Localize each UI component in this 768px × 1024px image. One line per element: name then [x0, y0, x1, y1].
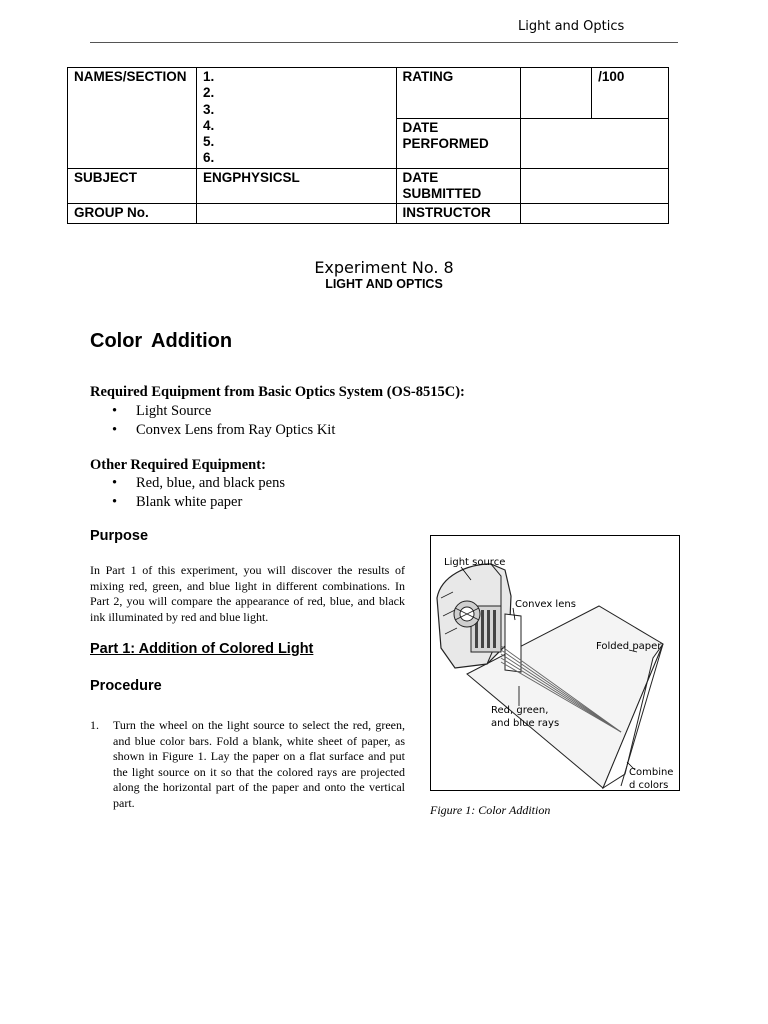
date-submitted-value-cell — [521, 168, 669, 204]
list-item — [112, 402, 335, 421]
bullet-icon: • — [112, 403, 118, 419]
date-performed-label-1: DATE — [402, 119, 439, 135]
figure-caption: Figure 1: Color Addition — [430, 803, 551, 817]
bullet-icon: • — [112, 475, 118, 491]
purpose-heading: Purpose — [90, 528, 149, 544]
instructor-value-cell — [521, 204, 669, 223]
rating-label-cell — [396, 68, 521, 119]
experiment-subtitle: LIGHT AND OPTICS — [325, 277, 443, 291]
header-divider — [90, 42, 678, 43]
group-label: GROUP No. — [74, 205, 149, 221]
rating-input-cell — [521, 68, 592, 119]
experiment-title: Experiment No. 8 — [314, 258, 454, 277]
step-text: Turn the wheel on the light source to select the red, green, and blue color bars. Fold a blank, white sheet of paper, as shown in Figure 1. Lay the paper on a flat surface and put the light source on it so that the colored rays are projected along the horizontal part of the paper and onto the vertical part. — [113, 718, 405, 810]
date-submitted-label-2: SUBMITTED — [402, 186, 482, 202]
name-line-6: 6. — [202, 150, 215, 166]
label-convex-lens: Convex lens — [515, 599, 576, 610]
bullet-icon: • — [112, 422, 118, 438]
group-value-cell — [196, 204, 396, 223]
figure-box — [430, 535, 680, 791]
color-addition-illustration — [431, 536, 679, 790]
running-header: Light and Optics — [518, 19, 625, 34]
required-equipment-heading: Required Equipment from Basic Optics System (OS-8515C): — [90, 384, 465, 400]
list-item — [112, 474, 285, 493]
label-rays-line-2: and blue rays — [491, 718, 560, 729]
name-line-1: 1. — [202, 69, 215, 84]
required-equipment-list — [112, 402, 335, 440]
label-light-source: Light source — [444, 557, 506, 568]
date-performed-value-cell — [521, 118, 669, 168]
names-label: NAMES/SECTION — [74, 69, 187, 84]
rating-label: RATING — [402, 69, 454, 84]
list-item — [112, 421, 335, 440]
names-label-cell — [68, 68, 197, 169]
subject-value-cell — [196, 168, 396, 204]
name-line-3: 3. — [202, 101, 215, 117]
names-cell — [196, 68, 396, 169]
instructor-label: INSTRUCTOR — [402, 205, 491, 221]
name-line-5: 5. — [202, 134, 215, 150]
subject-value: ENGPHYSICSL — [202, 169, 300, 185]
other-equipment-list — [112, 474, 285, 512]
bullet-icon: • — [112, 494, 118, 510]
instructor-label-cell — [396, 204, 521, 223]
other-equipment-heading: Other Required Equipment: — [90, 457, 266, 473]
info-table — [67, 67, 669, 224]
subject-label-cell — [68, 168, 197, 204]
convex-lens-icon — [505, 614, 521, 672]
label-combined-line-2: d colors — [629, 780, 669, 790]
light-source-icon — [437, 564, 511, 668]
rating-total: /100 — [598, 69, 625, 84]
section-title: Color Addition — [90, 330, 233, 352]
rating-total-cell — [592, 68, 669, 119]
name-line-2: 2. — [202, 85, 215, 101]
label-combined-line-1: Combine — [629, 767, 674, 778]
list-item-text: Blank white paper — [136, 494, 243, 510]
name-line-4: 4. — [202, 117, 215, 133]
list-item-text: Red, blue, and black pens — [136, 475, 285, 491]
list-item-text: Convex Lens from Ray Optics Kit — [136, 422, 336, 438]
date-submitted-label-cell — [396, 168, 521, 204]
purpose-text: In Part 1 of this experiment, you will discover the results of mixing red, green, and blue light in different combinations. In Part 2, you will compare the appearance of red, blue, and black ink illuminated by red and blue light. — [90, 563, 405, 624]
date-performed-label-cell — [396, 118, 521, 168]
step-number: 1. — [90, 718, 99, 732]
procedure-heading: Procedure — [90, 678, 162, 694]
list-item — [112, 493, 285, 512]
label-folded-paper: Folded paper — [596, 641, 662, 652]
date-submitted-label-1: DATE — [402, 169, 439, 185]
group-label-cell — [68, 204, 197, 223]
label-rays-line-1: Red, green, — [491, 705, 549, 716]
subject-label: SUBJECT — [74, 169, 138, 185]
part1-heading: Part 1: Addition of Colored Light — [90, 641, 314, 657]
list-item-text: Light Source — [136, 403, 212, 419]
date-performed-label-2: PERFORMED — [402, 136, 489, 152]
